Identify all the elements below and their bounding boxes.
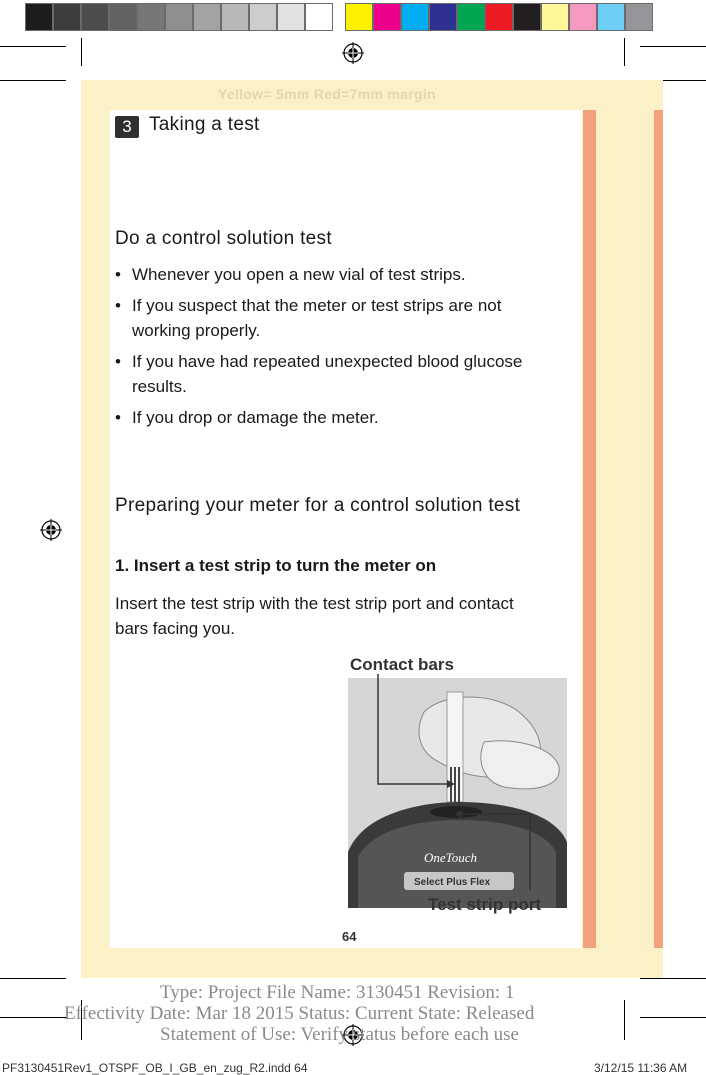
color-swatch: [513, 3, 541, 31]
color-swatch: [541, 3, 569, 31]
crop-mark: [0, 1017, 66, 1018]
section-heading-preparing: Preparing your meter for a control solution test: [115, 495, 521, 516]
list-item: • If you suspect that the meter or test strips are not working properly.: [115, 296, 502, 340]
color-swatch: [401, 3, 429, 31]
meter-illustration: [344, 652, 567, 914]
color-swatch: [569, 3, 597, 31]
color-swatch: [597, 3, 625, 31]
bullet-list: [115, 262, 555, 436]
slug-filename: PF3130451Rev1_OTSPF_OB_I_GB_en_zug_R2.indd 64: [2, 1061, 308, 1075]
crop-mark: [0, 46, 66, 47]
footer-line-3: Statement of Use: Verify status before each use: [160, 1024, 519, 1045]
safety-margin-bar: [583, 110, 596, 948]
list-item: • If you have had repeated unexpected blood glucose results.: [115, 352, 523, 396]
gray-swatch: [221, 3, 249, 31]
gray-swatch: [137, 3, 165, 31]
color-calibration-bar: [25, 3, 653, 33]
slug-date: 3/12/15 11:36 AM: [594, 1061, 688, 1075]
color-swatch: [373, 3, 401, 31]
registration-target-icon: [342, 42, 364, 64]
crop-mark: [0, 978, 66, 979]
crop-mark: [0, 80, 66, 81]
chapter-number-badge: 3: [115, 116, 139, 138]
page-number: 64: [342, 929, 357, 944]
footer-line-1: Type: Project File Name: 3130451 Revision: 1: [160, 982, 515, 1003]
list-item: • Whenever you open a new vial of test strips.: [115, 265, 466, 284]
gray-swatch: [193, 3, 221, 31]
color-swatch: [485, 3, 513, 31]
color-swatch: [429, 3, 457, 31]
gray-swatch: [53, 3, 81, 31]
color-swatch: [625, 3, 653, 31]
gray-swatch: [277, 3, 305, 31]
color-swatch: [345, 3, 373, 31]
gray-swatch: [81, 3, 109, 31]
margin-note: Yellow= 5mm Red=7mm margin: [218, 86, 436, 102]
crop-mark: [640, 1017, 706, 1018]
gray-swatch: [305, 3, 333, 31]
gray-swatch: [109, 3, 137, 31]
footer-line-2: Effectivity Date: Mar 18 2015 Status: Current State: Released: [64, 1003, 535, 1024]
crop-mark: [640, 46, 706, 47]
step-instructions: Insert the test strip with the test strip port and contact bars facing you.: [115, 594, 514, 638]
gray-swatch: [249, 3, 277, 31]
contact-bars-label: Contact bars: [350, 655, 454, 674]
crop-mark: [624, 38, 625, 66]
meter-model-label: Select Plus Flex: [414, 877, 491, 888]
gray-swatches: [25, 3, 333, 33]
crop-mark: [624, 1000, 625, 1040]
brand-logo-text: OneTouch: [424, 850, 477, 865]
list-item: • If you drop or damage the meter.: [115, 408, 379, 427]
gray-swatch: [25, 3, 53, 31]
section-heading-control-test: Do a control solution test: [115, 228, 332, 249]
color-swatches: [345, 3, 653, 33]
crop-mark: [81, 38, 82, 66]
chapter-title: Taking a test: [149, 114, 260, 135]
gray-swatch: [165, 3, 193, 31]
color-swatch: [457, 3, 485, 31]
meter-strip-image: [344, 652, 567, 914]
step-heading: 1. Insert a test strip to turn the meter on: [115, 556, 437, 575]
registration-target-icon: [40, 519, 62, 541]
test-strip-port-label: Test strip port: [428, 895, 542, 914]
crop-mark: [640, 978, 706, 979]
safety-margin-bar: [654, 110, 663, 948]
